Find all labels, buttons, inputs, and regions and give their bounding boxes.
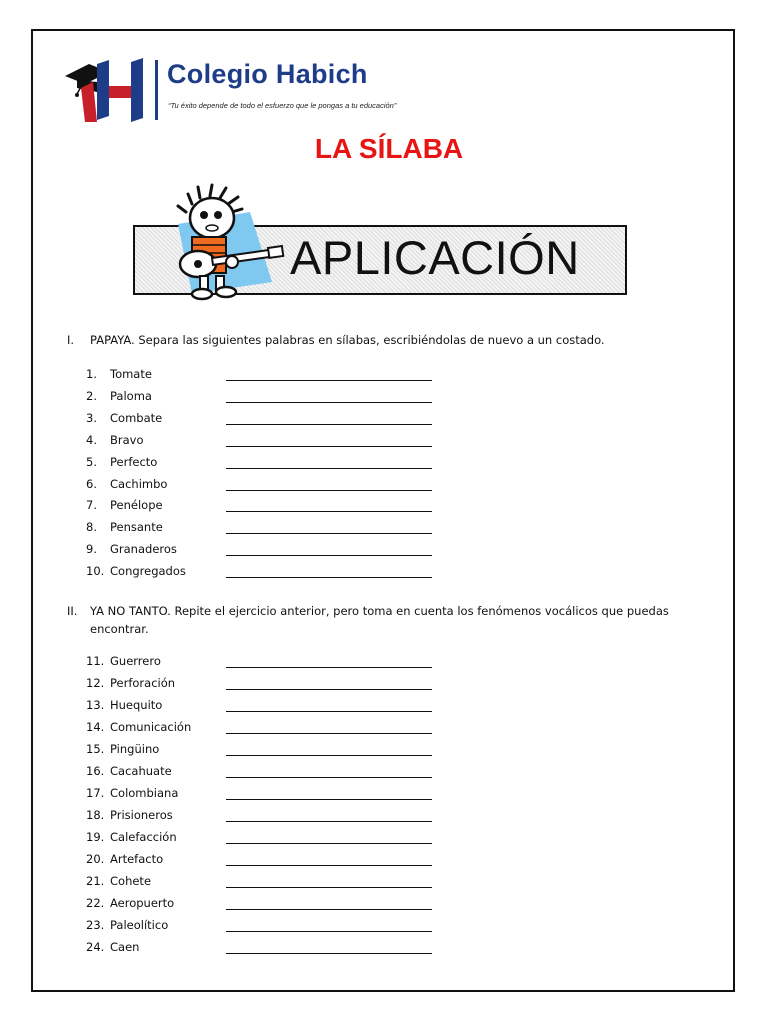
answer-blank-line[interactable] — [226, 733, 432, 734]
item-word: Aeropuerto — [110, 896, 175, 910]
item-number: 6. — [86, 476, 97, 491]
answer-blank-line[interactable] — [226, 755, 432, 756]
item-number: 17. — [86, 786, 105, 800]
answer-blank-line[interactable] — [226, 577, 432, 578]
item-word: Comunicación — [110, 720, 192, 734]
item-word: Pingüino — [110, 742, 160, 756]
answer-blank-line[interactable] — [226, 380, 432, 381]
answer-blank-line[interactable] — [226, 865, 432, 866]
answer-blank-line[interactable] — [226, 667, 432, 668]
item-word: Caen — [110, 940, 140, 954]
item-word: Bravo — [110, 432, 144, 447]
section2-instruction-line1: YA NO TANTO. Repite el ejercicio anterior, pero toma en cuenta los fenómenos vocálicos que puedas — [90, 604, 669, 618]
item-word: Calefacción — [110, 830, 177, 844]
item-word: Cohete — [110, 874, 152, 888]
item-number: 8. — [86, 520, 97, 535]
item-number: 24. — [86, 940, 105, 954]
item-number: 10. — [86, 564, 105, 579]
school-logo-icon — [63, 42, 163, 124]
answer-blank-line[interactable] — [226, 689, 432, 690]
item-word: Prisioneros — [110, 808, 173, 822]
page-title: LA SÍLABA — [314, 133, 464, 164]
item-word: Paloma — [110, 388, 152, 403]
item-word: Tomate — [110, 367, 152, 381]
item-number: 22. — [86, 896, 105, 910]
banner-text: APLICACIÓN — [290, 231, 580, 284]
answer-blank-line[interactable] — [226, 909, 432, 910]
item-number: 23. — [86, 918, 105, 932]
item-word: Paleolítico — [110, 918, 169, 932]
item-number: 2. — [86, 388, 97, 403]
item-word: Penélope — [110, 498, 163, 513]
answer-blank-line[interactable] — [226, 446, 432, 447]
item-number: 4. — [86, 432, 97, 447]
item-number: 9. — [86, 542, 97, 557]
item-word: Combate — [110, 410, 163, 425]
item-number: 15. — [86, 742, 105, 756]
guitar-boy-illustration-icon — [162, 182, 292, 307]
answer-blank-line[interactable] — [226, 821, 432, 822]
item-number: 19. — [86, 830, 105, 844]
item-word: Congregados — [110, 564, 186, 579]
answer-blank-line[interactable] — [226, 711, 432, 712]
item-number: 16. — [86, 764, 105, 778]
item-number: 11. — [86, 654, 105, 668]
answer-blank-line[interactable] — [226, 490, 432, 491]
item-word: Pensante — [110, 520, 163, 535]
item-word: Colombiana — [110, 786, 179, 800]
school-name: Colegio Habich — [167, 59, 368, 89]
answer-blank-line[interactable] — [226, 511, 432, 512]
section2-numeral: II. — [67, 604, 78, 618]
section1-numeral: I. — [67, 333, 75, 347]
answer-blank-line[interactable] — [226, 533, 432, 534]
answer-blank-line[interactable] — [226, 953, 432, 954]
item-word: Perforación — [110, 676, 176, 690]
answer-blank-line[interactable] — [226, 843, 432, 844]
item-number: 3. — [86, 410, 97, 425]
answer-blank-line[interactable] — [226, 931, 432, 932]
item-word: Artefacto — [110, 852, 164, 866]
item-word: Cachimbo — [110, 476, 168, 491]
answer-blank-line[interactable] — [226, 424, 432, 425]
item-number: 5. — [86, 454, 97, 469]
answer-blank-line[interactable] — [226, 887, 432, 888]
item-number: 21. — [86, 874, 105, 888]
item-number: 20. — [86, 852, 105, 866]
item-number: 14. — [86, 720, 105, 734]
item-number: 13. — [86, 698, 105, 712]
item-number: 1. — [86, 367, 97, 381]
item-word: Granaderos — [110, 542, 177, 557]
section1-instruction: PAPAYA. Separa las siguientes palabras en sílabas, escribiéndolas de nuevo a un costado. — [90, 333, 605, 347]
item-word: Cacahuate — [110, 764, 172, 778]
answer-blank-line[interactable] — [226, 777, 432, 778]
school-motto: “Tu éxito depende de todo el esfuerzo que le pongas a tu educación” — [168, 101, 397, 110]
answer-blank-line[interactable] — [226, 799, 432, 800]
item-word: Guerrero — [110, 654, 161, 668]
item-number: 12. — [86, 676, 105, 690]
answer-blank-line[interactable] — [226, 555, 432, 556]
item-word: Perfecto — [110, 454, 158, 469]
item-number: 18. — [86, 808, 105, 822]
item-number: 7. — [86, 498, 97, 513]
section2-instruction-line2: encontrar. — [90, 622, 149, 636]
answer-blank-line[interactable] — [226, 402, 432, 403]
item-word: Huequito — [110, 698, 163, 712]
answer-blank-line[interactable] — [226, 468, 432, 469]
